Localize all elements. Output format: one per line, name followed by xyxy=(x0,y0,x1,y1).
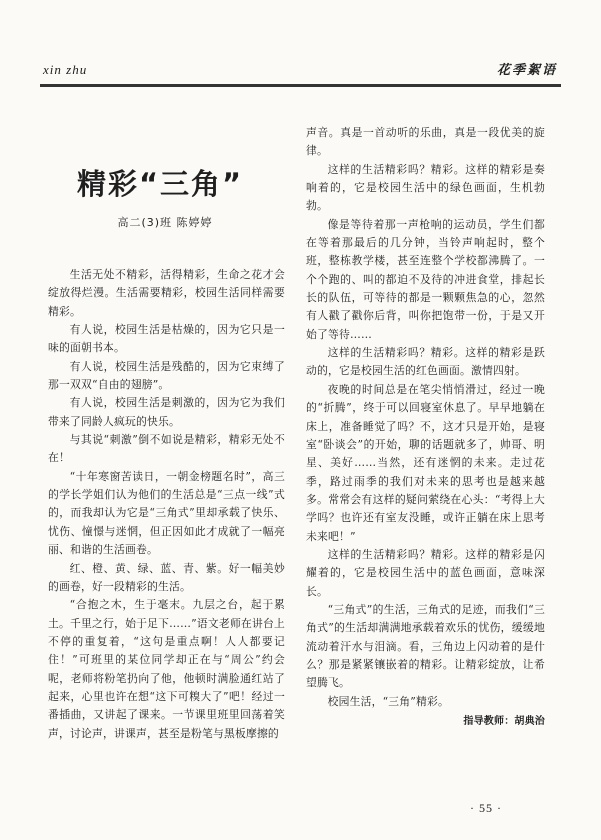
advisor-credit: 指导教师：胡典治 xyxy=(463,716,545,727)
paragraph: “合抱之木，生于毫末。九层之台，起于累土。千里之行，始于足下……”语文老师在讲台上不停的重复着，“这句是重点啊！人人都要记住！”可班里的某位同学却正在与“周公”约会呢，老师将粉笔扔向了他，他顿时满脸通红站了起来，心里也许在想“这下可糗大了”吧！经过一番插曲，又讲起了课来。一节课里班里回荡着笑声，讨论声，讲课声，甚至是粉笔与黑板摩擦的 xyxy=(48,598,285,740)
paragraph: 像是等待着那一声枪响的运动员，学生们都在等着那最后的几分钟，当铃声响起时，整个班，整栋教学楼，甚至连整个学校都沸腾了。一个个跑的、叫的都迫不及待的冲进食堂，排起长长的队伍，可等待的都是一颗颗焦急的心，忽然有人戳了戳你后背，叫你把饱带一份，于是又开始了等待…… xyxy=(306,217,545,341)
magazine-column-pinyin: xin zhu xyxy=(43,62,88,77)
paragraph: 有人说，校园生活是残酷的，因为它束缚了那一双双“自由的翅膀”。 xyxy=(48,359,285,392)
paragraph: 这样的生活精彩吗？精彩。这样的精彩是跃动的，它是校园生活的红色画面。激情四射。 xyxy=(306,346,545,378)
header-divider xyxy=(40,84,561,87)
paragraph: “三角式”的生活，三角式的足迹，而我们“三角式”的生活却满满地承载着欢乐的忧伤，缓缓地流动着汗水与泪滴。看，三角边上闪动着的是什么？那是紧紧镶嵌着的精彩。让精彩绽放，让希望腾飞。 xyxy=(306,602,545,690)
paragraph: 校园生活，“三角”精彩。 xyxy=(327,694,450,708)
paragraph: “十年寒窗苦读日，一朝金榜题名时”，高三的学长学姐们认为他们的生活总是“三点一线”式的，而我却认为它是“三角式”里却承载了快乐、忧伤、憧憬与迷惘，但正因如此才成就了一幅亮丽、和谐的生活画卷。 xyxy=(48,469,285,557)
paragraph: 有人说，校园生活是枯燥的，因为它只是一味的面朝书本。 xyxy=(48,323,285,355)
right-column xyxy=(306,124,545,731)
paragraph: 这样的生活精彩吗？精彩。这样的精彩是闪耀着的，它是校园生活中的蓝色画面，意味深长。 xyxy=(306,547,545,598)
article-byline: 高二(3)班 陈婷婷 xyxy=(117,216,213,229)
paragraph: 这样的生活精彩吗？精彩。这样的精彩是奏响着的，它是校园生活中的绿色画面，生机勃勃。 xyxy=(306,162,545,213)
paragraph: 与其说“刺激”倒不如说是精彩，精彩无处不在！ xyxy=(48,433,285,465)
left-column xyxy=(48,266,285,743)
page-number: · 55 · xyxy=(470,801,502,815)
paragraph: 红、橙、黄、绿、蓝、青、紫。好一幅美妙的画卷，好一段精彩的生活。 xyxy=(48,561,285,593)
article-title: 精彩“三角” xyxy=(76,167,244,201)
magazine-column-name: 花季絮语 xyxy=(496,63,557,78)
paragraph: 有人说，校园生活是刺激的，因为它为我们带来了同龄人疯玩的快乐。 xyxy=(48,396,285,428)
paragraph-continued: 声音。真是一首动听的乐曲，真是一段优美的旋律。 xyxy=(306,126,545,158)
paragraph: 生活无处不精彩，活得精彩，生命之花才会绽放得烂漫。生活需要精彩，校园生活同样需要精彩。 xyxy=(48,268,285,318)
paragraph: 夜晚的时间总是在笔尖悄悄滑过，经过一晚的“折腾”，终于可以回寝室休息了。早早地躺在床上，准备睡觉了吗？不，这才只是开始，是寝室“卧谈会”的开始，聊的话题就多了，帅哥、明星、美好……当然，还有迷惘的未来。走过花季，路过雨季的我们对未来的思考也是越来越多。常常会有这样的疑问萦绕在心头：“考得上大学吗？也许还有室友没睡，或许正躺在床上思考未来吧！” xyxy=(306,382,545,543)
